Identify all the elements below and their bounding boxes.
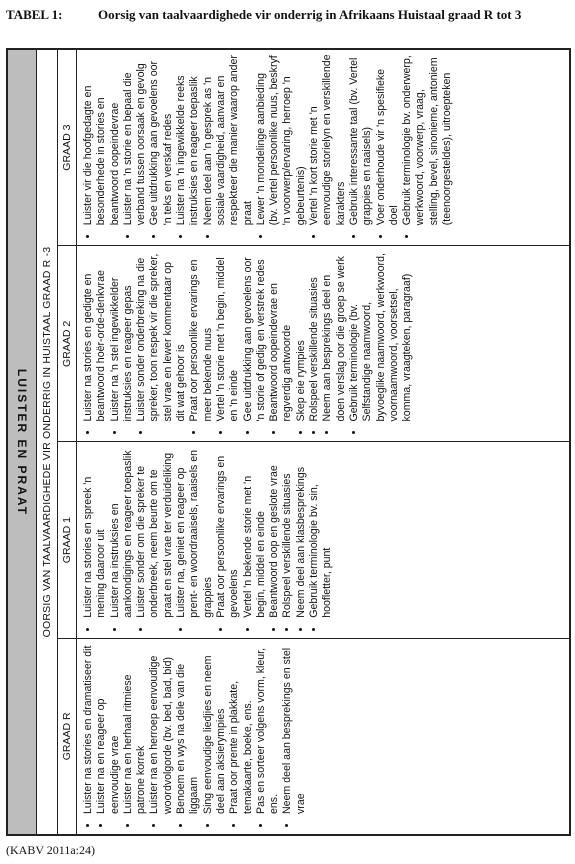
list-item: • Luister na instruksies en aankondigings en reageer toepaslik bbox=[109, 447, 136, 618]
grade-header: GRAAD 2 bbox=[58, 246, 77, 442]
table-title: Oorsig van taalvaardighede vir onderrig in Afrikaans Huistaal graad R tot 3 bbox=[98, 7, 522, 22]
list-item: • Gebruik interessante taal (bv. Vertel grappies en raaisels) bbox=[348, 54, 375, 225]
grade-header: GRAAD R bbox=[58, 638, 77, 834]
list-item: • Neem deel aan klasbesprekings bbox=[295, 447, 308, 618]
list-item: • Rolspeel verskillende situasies bbox=[281, 447, 294, 618]
skills-list bbox=[82, 250, 414, 437]
skills-list bbox=[82, 54, 454, 241]
list-item: • Luister na, geniet en reageer op prent- en woordraaisels, raaisels en grappies bbox=[175, 447, 215, 618]
grade-r-cell bbox=[77, 638, 570, 834]
list-item: • Gebruik terminologie bv. sin, hoofletter, punt bbox=[308, 447, 335, 618]
list-item: • Neem deel aan 'n gesprek as 'n sosiale vaardigheid, aanvaar en respekteer die manier waarop ander praat bbox=[202, 54, 255, 225]
overview-header: OORSIG VAN TAALVAARDIGHEDE VIR ONDERRIG IN HUISTAAL GRAAD R -3 bbox=[37, 50, 58, 835]
list-item: • Luister na stories en dramatiseer dit bbox=[82, 643, 95, 814]
list-item: • Vertel 'n storie met 'n begin, middel en 'n einde bbox=[215, 250, 242, 421]
rotated-table-frame bbox=[6, 48, 571, 836]
list-item: • Benoem en wys na dele van die liggaam bbox=[175, 643, 202, 814]
skills-list bbox=[82, 643, 308, 830]
list-item: • Luister na en herroep eenvoudige woordvolgorde (bv. bed, bad, bid) bbox=[148, 643, 175, 814]
skills-table bbox=[7, 49, 570, 835]
list-item: • Luister na 'n storie en bepaal die verband tussen oorsaak en gevolg bbox=[122, 54, 149, 225]
list-item: • Pas en sorteer volgens vorm, kleur, ens. bbox=[255, 643, 282, 814]
list-item: • Neem deel aan besprekings en stel vrae bbox=[281, 643, 308, 814]
list-item: • Beantwoord oop en geslote vrae bbox=[268, 447, 281, 618]
list-item: • Luister sonder om die spreker te onderbreek, neem beurte om te praat en stel vrae ter verduideliking bbox=[135, 447, 175, 618]
list-item: • Neem aan besprekings deel en doen verslag oor die groep se werk bbox=[321, 250, 348, 421]
table-caption bbox=[6, 7, 571, 25]
list-item: • Luister na stories en gedigte en beantwoord hoër-orde-denkvrae bbox=[82, 250, 109, 421]
list-item: • Gee uitdrukking aan gevoelens oor 'n teks en verskaf redes bbox=[148, 54, 175, 225]
rotated-table bbox=[7, 49, 570, 835]
grade-2-cell bbox=[77, 246, 570, 442]
grade-3-cell bbox=[77, 50, 570, 246]
list-item: • Luister vir die hoofgedagte en besonderhede in stories en beantwoord oopeindevrae bbox=[82, 54, 122, 225]
list-item: • Skep eie rympies bbox=[295, 250, 308, 421]
band-label: LUISTER EN PRAAT bbox=[15, 368, 29, 516]
grade-header: GRAAD 1 bbox=[58, 442, 77, 638]
list-item: • Beantwoord oopeindevrae en regverdig antwoorde bbox=[268, 250, 295, 421]
list-item: • Luister na 'n stel ingewikkelder instruksies en reageer gepas bbox=[109, 250, 136, 421]
list-item: • Rolspeel verskillende situasies bbox=[308, 250, 321, 421]
list-item: • Vertel 'n kort storie met 'n eenvoudige storielyn en verskillende karakters bbox=[308, 54, 348, 225]
band-header bbox=[8, 50, 37, 835]
grade-header: GRAAD 3 bbox=[58, 50, 77, 246]
list-item: • Praat oor prente in plakkate, temakaarte, boeke, ens. bbox=[228, 643, 255, 814]
list-item: • Luister na en herhaal ritmiese patrone korrek bbox=[122, 643, 149, 814]
list-item: • Gebruik terminologie (bv. Selfstandige naamwoord, byvoeglike naamwoord, werkwoord, voornaamwoord, voorsetsel, komma, vraagteken, paragraaf) bbox=[348, 250, 414, 421]
list-item: • Luister na 'n ingewikkelde reeks instruksies en reageer toepaslik bbox=[175, 54, 202, 225]
list-item: • Gee uitdrukking aan gevoelens oor 'n storie of gedig en verstrek redes bbox=[242, 250, 269, 421]
list-item: • Gebruik terminologie bv. onderwerp, werkwoord, voorwerp, vraag, stelling, bevel, sinonieme, antoniem (teenoorgesteldes), uitroepteken bbox=[401, 54, 454, 225]
list-item: • Voer onderhoude vir 'n spesifieke doel bbox=[375, 54, 402, 225]
list-item: • Sing eenvoudige liedjies en neem deel aan aksierympies bbox=[202, 643, 229, 814]
table-number: TABEL 1: bbox=[6, 7, 63, 22]
list-item: • Praat oor persoonlike ervarings en gevoelens bbox=[215, 447, 242, 618]
grade-1-cell bbox=[77, 442, 570, 638]
skills-list bbox=[82, 447, 335, 634]
list-item: • Lewer 'n mondelinge aanbieding (bv. Vertel persoonlike nuus, beskryf 'n voorwerp/ervaring, herroep 'n gebeurtenis) bbox=[255, 54, 308, 225]
list-item: • Luister sonder onderbreking na die spreker, toon respek vir die spreker, stel vrae en lewer kommentaar op dit wat gehoor is bbox=[135, 250, 188, 421]
list-item: • Luister na en reageer op eenvoudige vrae bbox=[95, 643, 122, 814]
list-item: • Luister na stories en spreek 'n mening daaroor uit bbox=[82, 447, 109, 618]
source-citation: (KABV 2011a:24) bbox=[6, 843, 95, 857]
list-item: • Vertel 'n bekende storie met 'n begin, middel en einde bbox=[242, 447, 269, 618]
list-item: • Praat oor persoonlike ervarings en meer bekende nuus bbox=[188, 250, 215, 421]
